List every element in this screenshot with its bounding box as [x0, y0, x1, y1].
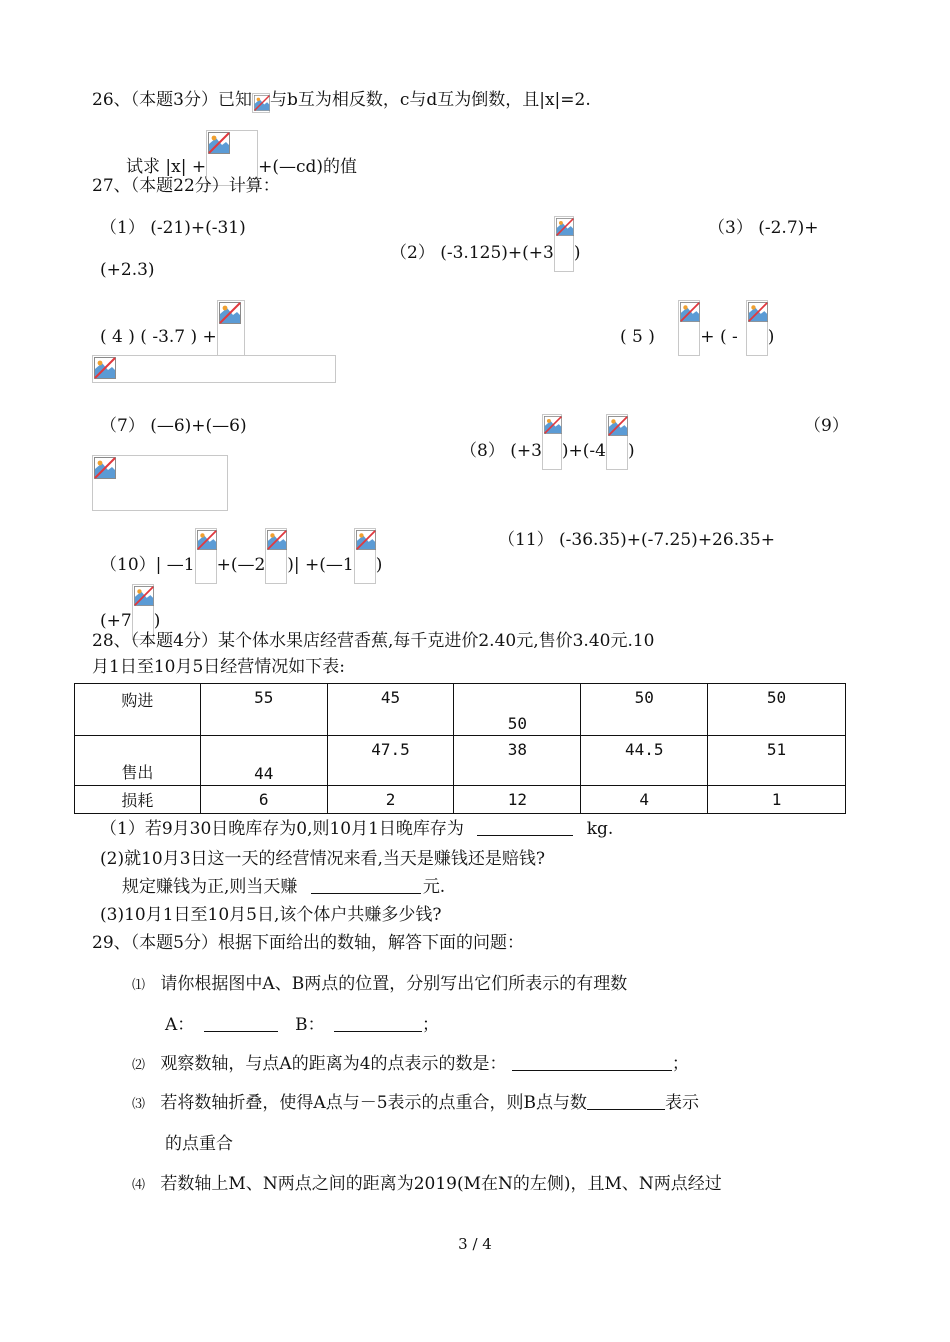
table-cell: 1 — [708, 786, 846, 814]
q27-item-11: （11） (-36.35)+(-7.25)+26.35+ — [498, 530, 775, 550]
table-row — [75, 684, 846, 736]
broken-image-icon — [678, 300, 700, 356]
q29-part-4: ⑷ 若数轴上M、N两点之间的距离为2019(M在N的左侧)，且M、N两点经过 — [132, 1174, 722, 1194]
q27-item-9-broken-image — [92, 455, 228, 511]
q27-item-2: （2） (-3.125)+(+3 ) — [390, 216, 580, 272]
table-cell: 45 — [327, 684, 454, 736]
q27-heading: 27、（本题22分）计算： — [92, 176, 280, 196]
q29-heading: 29、（本题5分）根据下面给出的数轴，解答下面的问题： — [92, 933, 524, 953]
broken-image-icon — [606, 414, 628, 470]
q26-line1: 26、（本题3分）已知 与b互为相反数，c与d互为倒数，且|x|=2. — [92, 88, 591, 113]
table-cell: 51 — [708, 736, 846, 786]
answer-blank-a[interactable] — [204, 1015, 278, 1032]
table-cell: 2 — [327, 786, 454, 814]
q27-item-3: （3） (-2.7)+ — [708, 218, 819, 238]
broken-image-icon — [542, 414, 562, 470]
row-label: 购进 — [75, 684, 201, 736]
q29-part-3-cont: 的点重合 — [165, 1134, 233, 1154]
table-row — [75, 736, 846, 786]
page-number: 3 / 4 — [458, 1235, 492, 1253]
q28-sub-2: (2)就10月3日这一天的经营情况来看,当天是赚钱还是赔钱? — [100, 849, 546, 869]
table-cell: 4 — [581, 786, 708, 814]
q28-sub-1: （1）若9月30日晚库存为0,则10月1日晚库存为 kg. — [100, 819, 614, 839]
q29-part-2: ⑵ 观察数轴，与点A的距离为4的点表示的数是： ； — [132, 1054, 689, 1074]
q27-item-8: （8） (+3 )+(-4 ) — [460, 414, 635, 470]
q27-item-5: ( 5 ) + ( - ) — [620, 300, 774, 356]
broken-image-icon — [217, 300, 245, 356]
q27-item-6-broken-image — [92, 355, 336, 383]
answer-blank[interactable] — [311, 877, 421, 894]
q27-item-4: ( 4 ) ( -3.7 ) + — [100, 300, 245, 356]
q28-sub-3: (3)10月1日至10月5日,该个体户共赚多少钱? — [100, 905, 442, 925]
q28-heading-cont: 月1日至10月5日经营情况如下表: — [92, 657, 345, 677]
row-label: 售出 — [75, 736, 201, 786]
q29-part-1-answers: A： B： ； — [165, 1015, 439, 1035]
q29-part-1: ⑴ 请你根据图中A、B两点的位置，分别写出它们所表示的有理数 — [132, 974, 628, 994]
q28-heading: 28、（本题4分）某个体水果店经营香蕉,每千克进价2.40元,售价3.40元.10 — [92, 631, 655, 651]
table-cell: 44 — [200, 736, 327, 786]
table-row — [75, 786, 846, 814]
broken-image-icon — [195, 528, 217, 584]
q26-line2: 试求 |x| + +(—cd)的值 — [126, 130, 357, 186]
broken-image-icon — [252, 93, 270, 113]
table-cell: 44.5 — [581, 736, 708, 786]
q27-item-3-cont: (+2.3) — [100, 260, 155, 280]
q27-item-11-cont: (+7 ) — [100, 584, 160, 640]
q27-item-10: （10）| —1 +(—2 )| +(—1 ) — [100, 528, 382, 584]
q27-item-9: （9） — [804, 416, 849, 436]
q29-part-3: ⑶ 若将数轴折叠，使得A点与－5表示的点重合，则B点与数 表示 — [132, 1093, 700, 1113]
table-cell: 6 — [200, 786, 327, 814]
table-cell: 38 — [454, 736, 581, 786]
row-label: 损耗 — [75, 786, 201, 814]
q28-sub-2-cont: 规定赚钱为正,则当天赚 元. — [122, 877, 446, 897]
answer-blank[interactable] — [512, 1054, 672, 1071]
table-cell: 12 — [454, 786, 581, 814]
broken-image-icon — [354, 528, 376, 584]
q27-item-7: （7） (—6)+(—6) — [100, 416, 247, 436]
table-cell: 47.5 — [327, 736, 454, 786]
answer-blank[interactable] — [587, 1093, 665, 1110]
answer-blank-b[interactable] — [334, 1015, 422, 1032]
table-cell: 55 — [200, 684, 327, 736]
broken-image-icon — [554, 216, 574, 272]
table-cell: 50 — [454, 684, 581, 736]
q27-item-1: （1） (-21)+(-31) — [100, 218, 246, 238]
sales-table — [74, 683, 846, 814]
broken-image-icon — [265, 528, 287, 584]
answer-blank[interactable] — [477, 819, 573, 836]
table-cell: 50 — [708, 684, 846, 736]
broken-image-icon — [746, 300, 768, 356]
table-cell: 50 — [581, 684, 708, 736]
